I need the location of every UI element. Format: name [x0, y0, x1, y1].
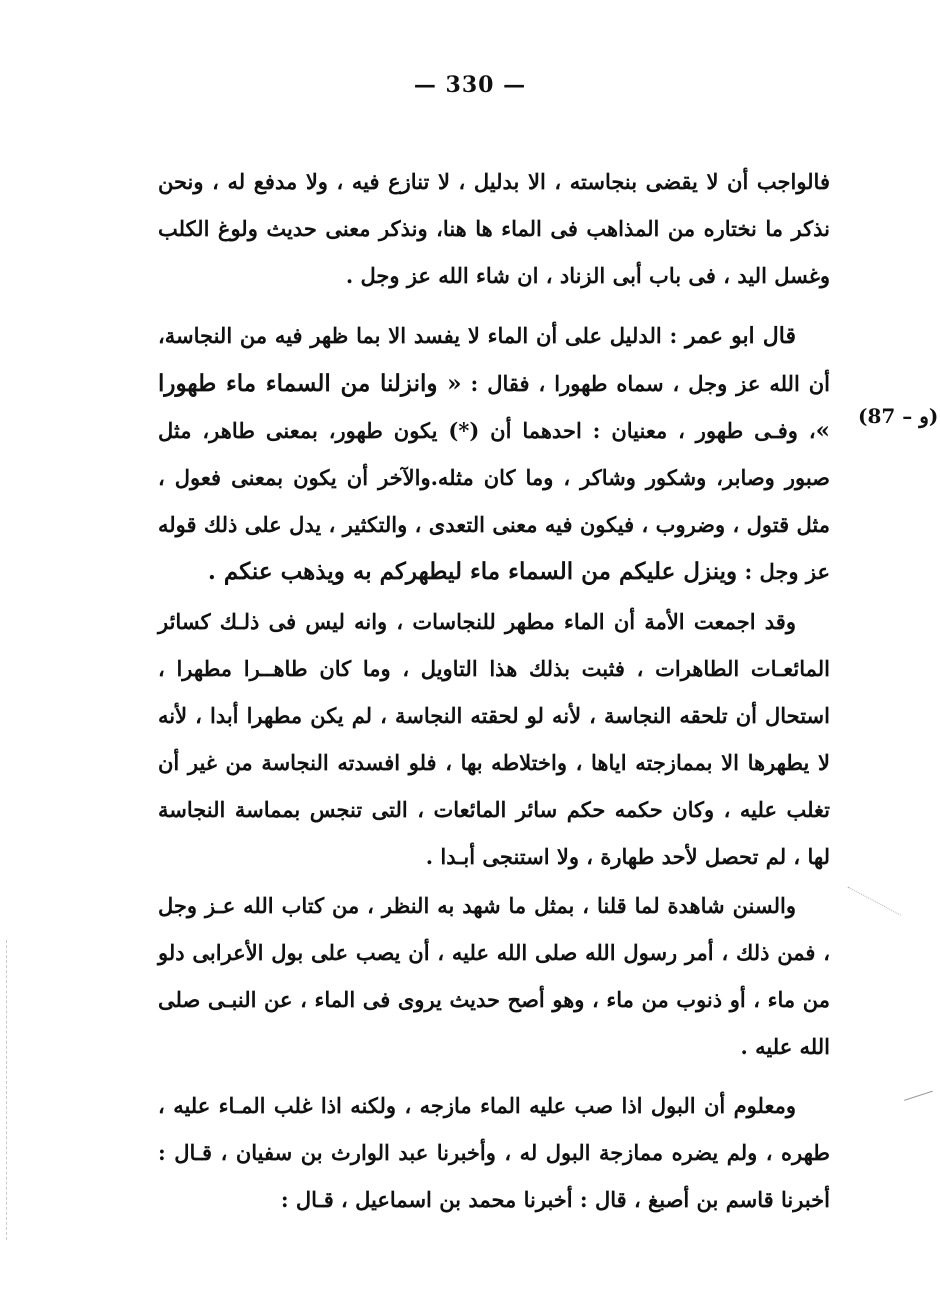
- paragraph-5-text: ومعلوم أن البول اذا صب عليه الماء مازجه ، ولكنه اذا غلب المـاء عليه ، طهره ، ولم يضره ممازجة البول له ، وأخبرنا عبد الوارث بن سفيان ، قـال : أخبرنا قاسم بن أصبغ ، قال : أخبرنا محمد بن اسماعيل ، قـال :: [158, 1093, 830, 1212]
- paragraph-2: [158, 312, 830, 595]
- scan-edge-line: [6, 940, 7, 1240]
- paragraph-1: [158, 158, 830, 299]
- paragraph-2-text-b: ، وفـى طهور ، معنيان : احدهما أن (*) يكون طهور، بمعنى طاهر، مثل صبور وصابر، وشكور وشاكر ، وما كان مثله.والآخر أن يكون بمعنى فعول ، مثل قتول ، وضروب ، فيكون فيه معنى التعدى ، والتكثير ، يدل على ذلك قوله عز وجل :: [158, 418, 830, 584]
- scan-smudge: [843, 887, 901, 925]
- page-number: — 330 —: [413, 72, 527, 98]
- paragraph-5: [158, 1082, 830, 1223]
- quran-quote-1: « وانزلنا من السماء ماء طهورا »: [158, 370, 830, 444]
- quran-quote-2: وينزل عليكم من السماء ماء ليطهركم به ويذهب عنكم .: [207, 558, 738, 585]
- paragraph-3: [158, 598, 830, 880]
- scan-smudge: [904, 1091, 936, 1111]
- paragraph-4: [158, 882, 830, 1070]
- speaker-name: قال ابو عمر: [684, 323, 796, 349]
- paragraph-2-text-a: : الدليل على أن الماء لا يفسد الا بما ظهر فيه من النجاسة، أن الله عز وجل ، سماه طهورا ، فقال :: [158, 323, 831, 396]
- margin-note: (87 – و): [858, 404, 939, 428]
- paragraph-1-text: فالواجب أن لا يقضى بنجاسته ، الا بدليل ، لا تنازع فيه ، ولا مدفع له ، ونحن نذكر ما نختاره من المذاهب فى الماء ها هنا، ونذكر معنى حديث ولوغ الكلب وغسل اليد ، فى باب أبى الزناد ، ان شاء الله عز وجل .: [158, 169, 830, 288]
- paragraph-3-text: وقد اجمعت الأمة أن الماء مطهر للنجاسات ، وانه ليس فى ذلـك كسائر المائعـات الطاهرات ، فثبت بذلك هذا التاويل ، وما كان طاهــرا مطهرا ، استحال أن تلحقه النجاسة ، لأنه لو لحقته النجاسة ، لم يكن مطهرا أبدا ، لأنه لا يطهرها الا بممازجته اياها ، واختلاطه بها ، فلو افسدته النجاسة من غير أن تغلب عليه ، وكان حكمه حكم سائر المائعات ، التى تنجس بمماسة النجاسة لها ، لم تحصل لأحد طهارة ، ولا استنجى أبـدا .: [158, 609, 830, 869]
- paragraph-4-text: والسنن شاهدة لما قلنا ، بمثل ما شهد به النظر ، من كتاب الله عـز وجل ، فمن ذلك ، أمر رسول الله صلى الله عليه ، أن يصب على بول الأعرابى دلو من ماء ، أو ذنوب من ماء ، وهو أصح حديث يروى فى الماء ، عن النبـى صلى الله عليه .: [158, 893, 830, 1059]
